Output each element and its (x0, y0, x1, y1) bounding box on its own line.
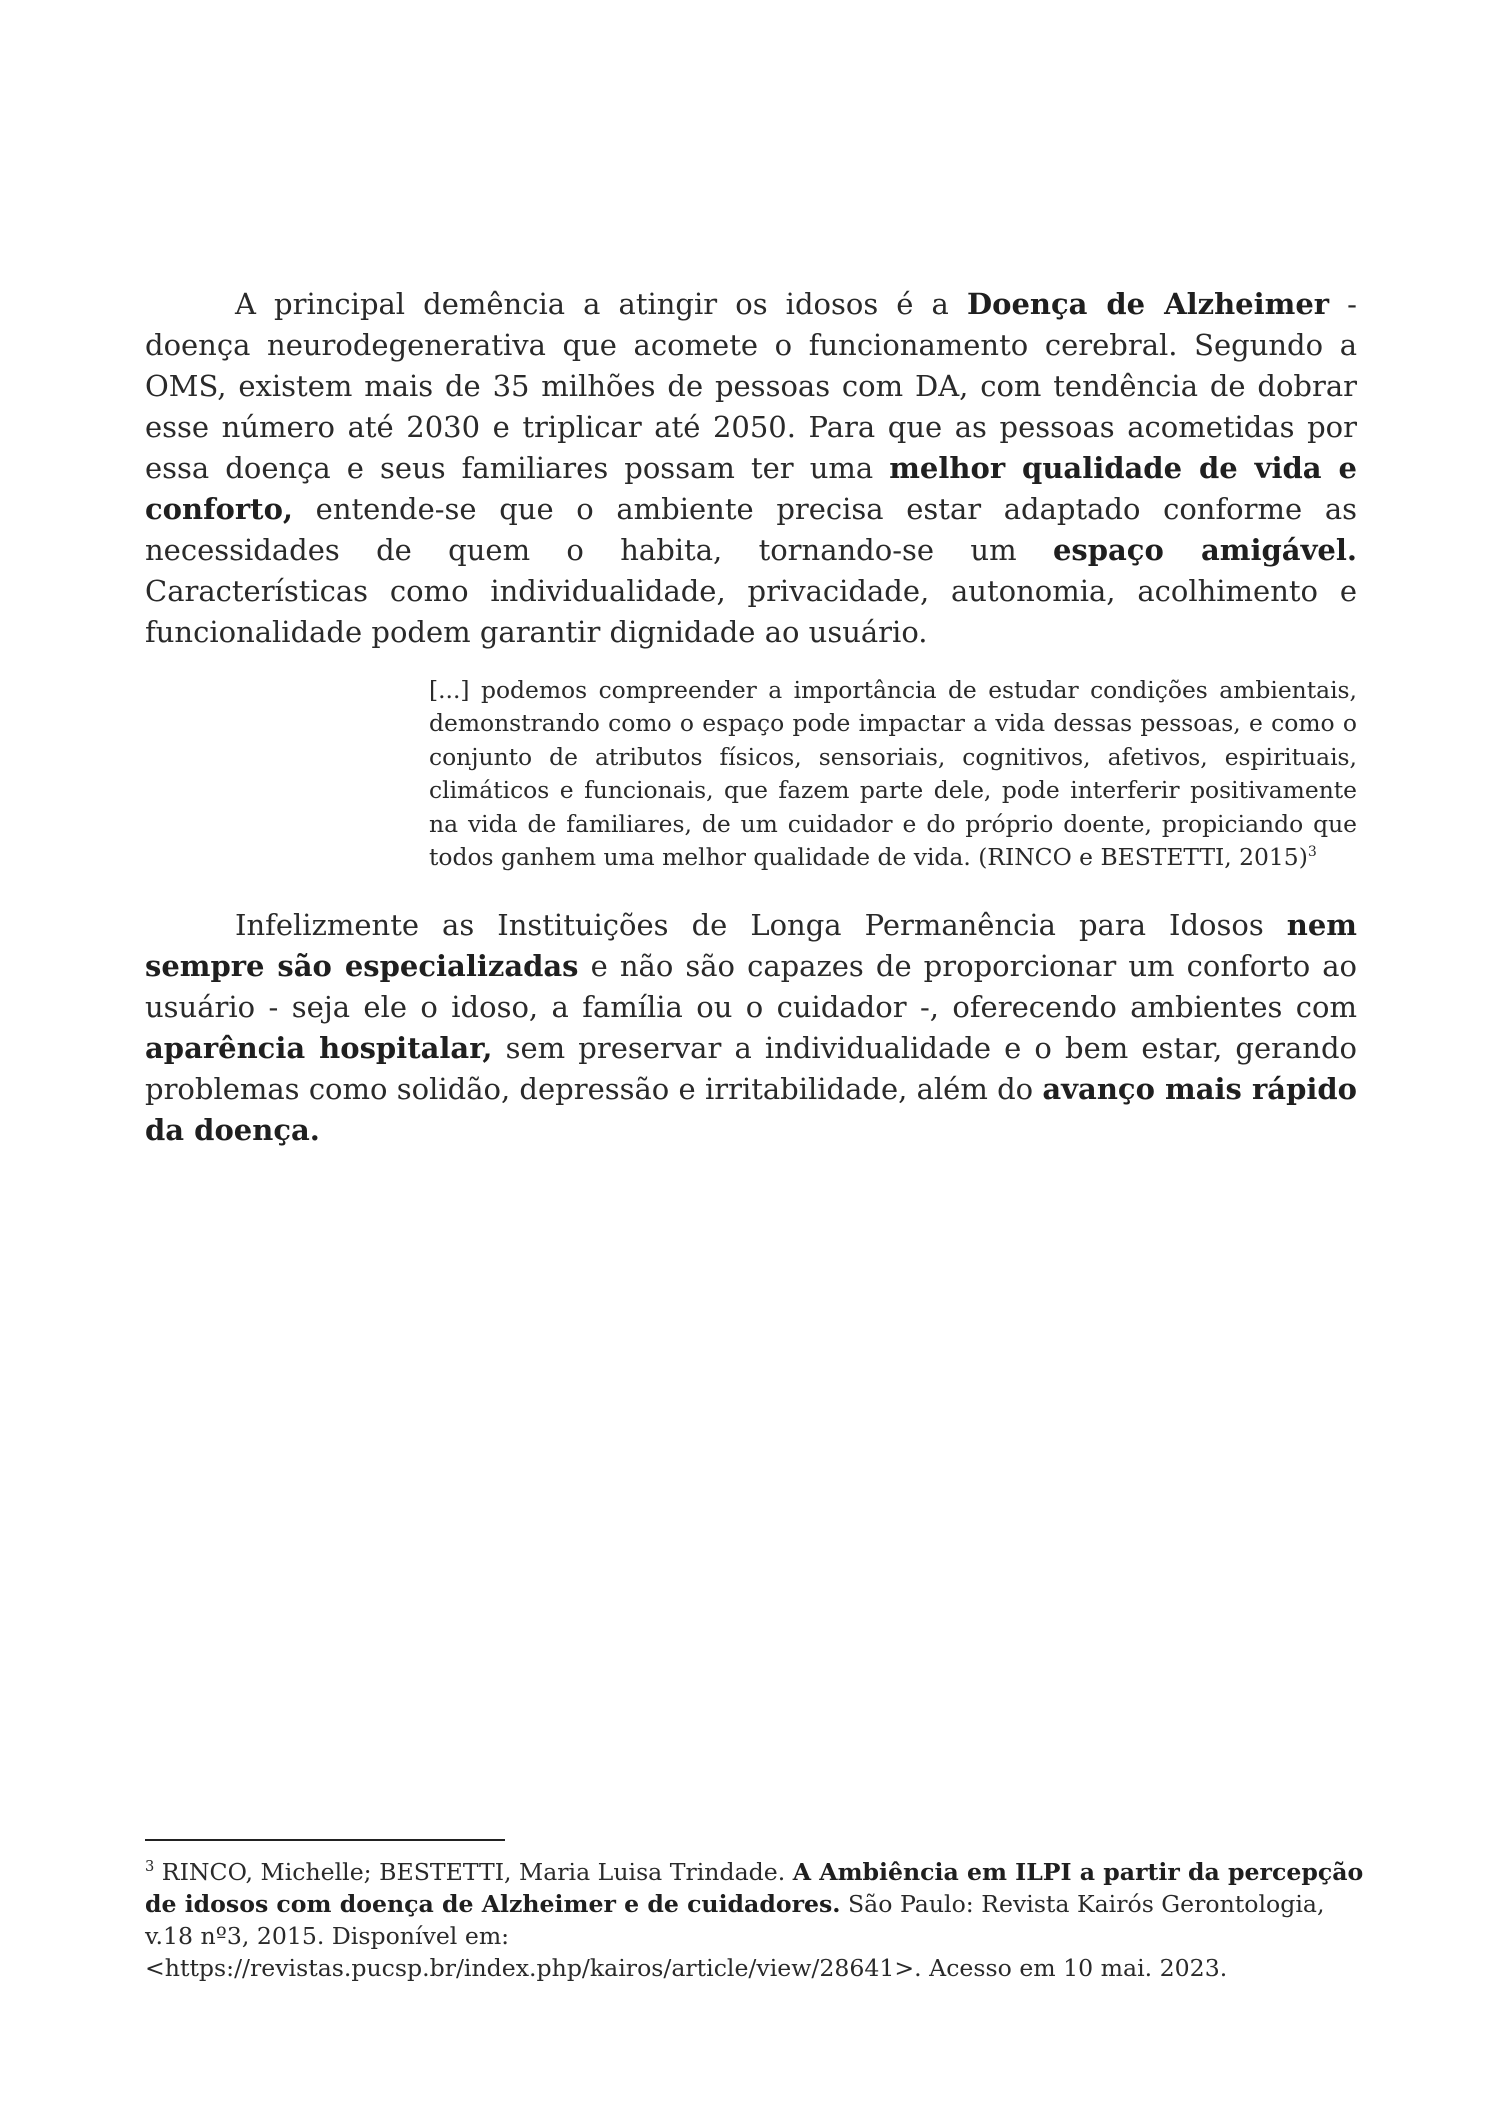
footnote-number: 3 (145, 1858, 155, 1876)
bold-text: Doença de Alzheimer (966, 287, 1330, 321)
block-quote (429, 674, 1357, 874)
footnote-text: São Paulo: Revista Kairós Gerontologia, v.18 nº3, 2015. Disponível em: (145, 1890, 1325, 1950)
bold-text: avanço mais rápido da doença. (145, 1072, 1357, 1147)
footnote (145, 1856, 1375, 1984)
paragraph-text: e não são capazes de proporcionar um conforto ao usuário - seja ele o idoso, a família ou o cuidador -, oferecendo ambientes com (145, 949, 1357, 1024)
footnote-text: RINCO, Michelle; BESTETTI, Maria Luisa Trindade. (154, 1858, 793, 1886)
bold-text: nem sempre são especializadas (145, 908, 1357, 983)
footnote-separator (145, 1839, 505, 1841)
quote-text: [...] podemos compreender a importância de estudar condições ambientais, demonstrando como o espaço pode impactar a vida dessas pessoas, e como o conjunto de atributos físicos, sensoriais, cognitivos, afetivos, espirituais, climáticos e funcionais, que fazem parte dele, pode interferir positivamente na vida de familiares, de um cuidador e do próprio doente, propiciando que todos ganhem uma melhor qualidade de vida. (RINCO e BESTETTI, 2015) (429, 676, 1357, 872)
paragraph-ilpi (145, 905, 1357, 1151)
paragraph-text: Características como individualidade, privacidade, autonomia, acolhimento e funcionalidade podem garantir dignidade ao usuário. (145, 574, 1357, 649)
paragraph-text: Infelizmente as Instituições de Longa Permanência para Idosos (235, 908, 1287, 942)
footnote-url: <https://revistas.pucsp.br/index.php/kairos/article/view/28641>. Acesso em 10 mai. 2023. (145, 1954, 1228, 1982)
bold-text: aparência hospitalar, (145, 1031, 493, 1065)
paragraph-text: - doença neurodegenerativa que acomete o funcionamento cerebral. Segundo a OMS, existem mais de 35 milhões de pessoas com DA, com tendência de dobrar esse número até 2030 e triplicar até 2050. Para que as pessoas acometidas por essa doença e seus familiares possam ter uma (145, 287, 1357, 485)
paragraph-text: A principal demência a atingir os idosos é a (235, 287, 967, 321)
paragraph-text: sem preservar a individualidade e o bem estar, gerando problemas como solidão, depressão e irritabilidade, além do (145, 1031, 1357, 1106)
bold-text: melhor qualidade de vida e conforto, (145, 451, 1357, 526)
bold-text: espaço amigável. (1052, 533, 1357, 567)
footnote-reference: 3 (1307, 844, 1317, 861)
paragraph-alzheimer-intro (145, 284, 1357, 653)
paragraph-text: entende-se que o ambiente precisa estar adaptado conforme as necessidades de quem o habita, tornando-se um (145, 492, 1357, 567)
footnote-title: A Ambiência em ILPI a partir da percepção de idosos com doença de Alzheimer e de cuidadores. (145, 1858, 1364, 1918)
